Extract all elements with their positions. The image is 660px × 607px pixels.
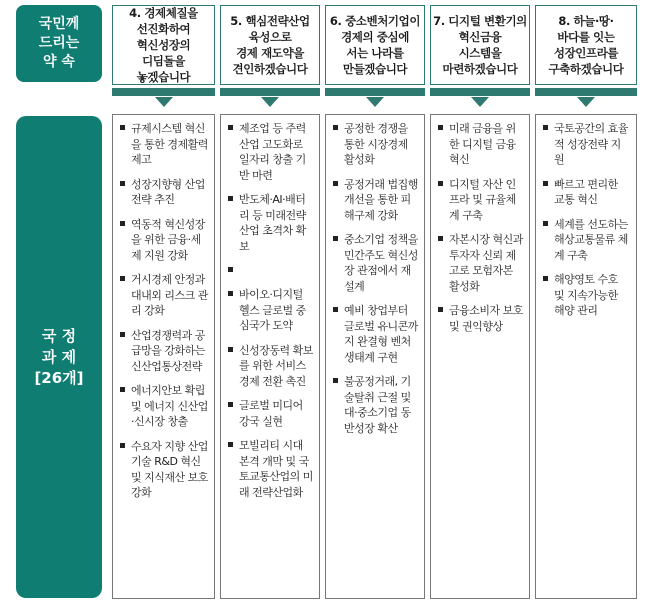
task-item: 중소기업 정책을 민간주도 혁신성장 관점에서 재설계 (332, 232, 418, 294)
promise-label-line: 드리는 (38, 35, 80, 51)
task-item: 바이오·디지털 헬스 글로벌 중심국가 도약 (227, 287, 313, 334)
task-item: 디지털 자산 인프라 및 규율체계 구축 (437, 177, 523, 224)
header-line: 놓겠습니다 (136, 70, 191, 84)
task-item: 역동적 혁신성장을 위한 금융·세제 지원 강화 (119, 217, 208, 264)
header-line: 디딤돌을 (142, 54, 185, 68)
header-line: 경제의 중심에 (341, 30, 409, 44)
header-line: 마련하겠습니다 (442, 62, 518, 76)
tasks-label-line: [26개] (34, 368, 84, 387)
header-line: 선진화하여 (136, 22, 191, 36)
header-underline (325, 88, 425, 96)
down-arrow-icon (471, 97, 489, 107)
task-item: 글로벌 미디어 강국 실현 (227, 398, 313, 429)
down-arrow-icon (155, 97, 173, 107)
task-item: 거시경제 안정과 대내외 리스크 관리 강화 (119, 272, 208, 319)
task-item: 반도체·AI·배터리 등 미래전략산업 초격차 확보 (227, 192, 313, 254)
header-line: 6. 중소벤처기업이 (329, 14, 421, 28)
tasks-label-line: 과 제 (41, 347, 77, 366)
promise-header-4 (112, 5, 215, 85)
task-item: 미래 금융을 위한 디지털 금융혁신 (437, 121, 523, 168)
task-item: 자본시장 혁신과 투자자 신뢰 제고로 모험자본 활성화 (437, 232, 523, 294)
task-item: 빠르고 편리한 교통 혁신 (542, 177, 630, 208)
header-line: 7. 디지털 변환기의 (433, 14, 527, 28)
task-item: 산업경쟁력과 공급망을 강화하는 신산업통상전략 (119, 328, 208, 375)
promise-label-line: 약 속 (43, 54, 75, 70)
task-item (227, 263, 313, 278)
header-line: 만들겠습니다 (342, 62, 408, 76)
task-item: 성장지향형 산업전략 추진 (119, 177, 208, 208)
promise-header-5 (220, 5, 320, 85)
header-line: 4. 경제체질을 (129, 6, 198, 20)
task-item: 제조업 등 주력산업 고도화로 일자리 창출 기반 마련 (227, 121, 313, 183)
task-item: 국토공간의 효율적 성장전략 지원 (542, 121, 630, 168)
task-item: 금융소비자 보호 및 권익향상 (437, 303, 523, 334)
header-line: 견인하겠습니다 (232, 62, 308, 76)
header-line: 구축하겠습니다 (548, 62, 624, 76)
task-column-6 (325, 114, 425, 599)
task-item: 규제시스템 혁신을 통한 경제활력 제고 (119, 121, 208, 168)
task-item: 에너지안보 확립 및 에너지 신산업·신시장 창출 (119, 383, 208, 430)
header-line: 바다를 잇는 (557, 30, 615, 44)
down-arrow-icon (261, 97, 279, 107)
task-item: 수요자 지향 산업기술 R&D 혁신 및 지식재산 보호 강화 (119, 439, 208, 501)
promise-header-7 (430, 5, 530, 85)
national-tasks-label (16, 116, 102, 598)
promise-header-8 (535, 5, 637, 85)
task-item: 공정거래 법집행 개선을 통한 피해구제 강화 (332, 177, 418, 224)
task-item: 신성장동력 확보를 위한 서비스 경제 전환 촉진 (227, 343, 313, 390)
task-column-4 (112, 114, 215, 599)
promise-header-6 (325, 5, 425, 85)
header-line: 육성으로 (248, 30, 292, 44)
promise-label (16, 5, 102, 82)
header-line: 성장인프라를 (553, 46, 619, 60)
header-underline (535, 88, 637, 96)
tasks-label-line: 국 정 (41, 326, 77, 345)
header-line: 5. 핵심전략산업 (230, 14, 310, 28)
header-line: 혁신금융 (458, 30, 502, 44)
header-line: 8. 하늘·땅· (558, 14, 614, 28)
task-column-5 (220, 114, 320, 599)
task-item: 예비 창업부터 글로벌 유니콘까지 완결형 벤처생태계 구현 (332, 303, 418, 365)
header-line: 경제 재도약을 (236, 46, 304, 60)
header-line: 서는 나라를 (346, 46, 404, 60)
task-column-8 (535, 114, 637, 599)
header-underline (220, 88, 320, 96)
task-item: 공정한 경쟁을 통한 시장경제 활성화 (332, 121, 418, 168)
header-line: 시스템을 (458, 46, 502, 60)
promise-label-line: 국민께 (38, 16, 80, 32)
task-item: 모빌리티 시대 본격 개막 및 국토교통산업의 미래 전략산업화 (227, 438, 313, 500)
task-column-7 (430, 114, 530, 599)
down-arrow-icon (366, 97, 384, 107)
task-item: 세계를 선도하는 해상교통물류 체계 구축 (542, 217, 630, 264)
down-arrow-icon (577, 97, 595, 107)
header-underline (430, 88, 530, 96)
task-item: 해양영토 수호 및 지속가능한 해양 관리 (542, 272, 630, 319)
header-underline (112, 88, 215, 96)
task-item: 불공정거래, 기술탈취 근절 및 대·중소기업 동반성장 확산 (332, 374, 418, 436)
header-line: 혁신성장의 (136, 38, 191, 52)
